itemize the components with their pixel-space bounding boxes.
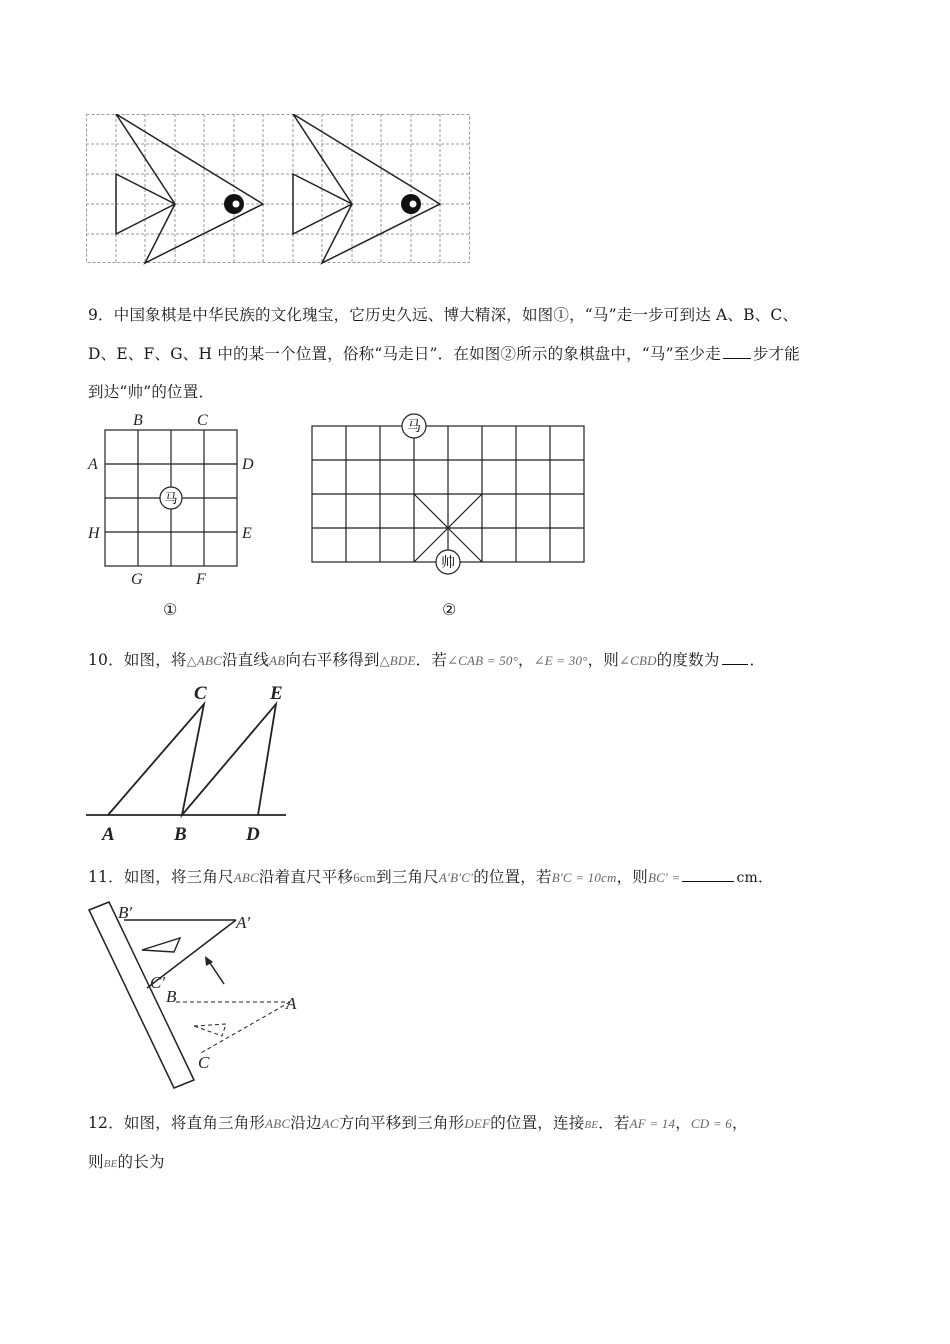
label-A: A — [286, 994, 297, 1013]
fish-translation-figure — [86, 114, 472, 266]
general-piece-fig2: 帅 — [441, 556, 455, 571]
horse-piece-fig2: 马 — [407, 420, 421, 435]
q9-line3: 到达“帅”的位置． — [88, 383, 215, 401]
q9-figure-1-caption: ① — [163, 600, 178, 619]
label-B: B — [174, 824, 187, 844]
q9-line2: D、E、F、G、H 中的某一个位置，俗称“马走日”．在如图②所示的象棋盘中，“马”至少走 步才能 — [88, 345, 800, 363]
label-D: D — [246, 824, 260, 844]
label-A: A — [102, 824, 115, 844]
q9-figure-2-caption: ② — [442, 600, 457, 619]
label-A: A — [88, 456, 98, 473]
label-A-prime: A′ — [236, 913, 251, 932]
label-C: C — [194, 683, 207, 704]
q10-answer-blank[interactable] — [722, 663, 748, 665]
q12-line1: 12．如图，将直角三角形ABC沿边AC方向平移到三角形DEF的位置，连接BE．若AF = 14，CD = 6， — [88, 1114, 748, 1132]
label-B: B — [166, 987, 177, 1006]
label-E: E — [270, 683, 283, 704]
label-C: C — [198, 1053, 210, 1072]
fish-eye-left — [224, 194, 244, 214]
fish-eye-right — [401, 194, 421, 214]
label-E: E — [242, 525, 252, 542]
q11-text: 11．如图，将三角尺ABC沿着直尺平移6cm到三角尺A′B′C′的位置，若B′C = 10cm，则BC′ = cm． — [88, 868, 774, 886]
q9-figure-1-horse-moves — [82, 406, 267, 591]
label-B-prime: B′ — [118, 903, 133, 922]
q11-figure — [84, 896, 314, 1096]
label-C-prime: C′ — [150, 973, 166, 992]
label-D: D — [242, 456, 254, 473]
q9-line1: 9．中国象棋是中华民族的文化瑰宝，它历史久远、博大精深，如图①，“马”走一步可到达 A、B、C、 — [88, 306, 799, 324]
q10-text: 10．如图，将△ABC沿直线AB向右平移得到△BDE．若∠CAB = 50°，∠E = 30°，则∠CBD的度数为 ． — [88, 651, 766, 669]
label-F: F — [196, 571, 206, 588]
q10-figure — [86, 680, 296, 844]
label-G: G — [131, 571, 143, 588]
q12-line2: 则BE的长为 — [88, 1153, 165, 1171]
horse-piece-fig1: 马 — [164, 491, 178, 506]
label-H: H — [88, 525, 100, 542]
q9-answer-blank[interactable] — [723, 357, 751, 359]
label-C: C — [197, 412, 208, 429]
q9-figure-2-chessboard — [306, 412, 590, 582]
label-B: B — [133, 412, 143, 429]
q11-answer-blank[interactable] — [682, 880, 734, 882]
